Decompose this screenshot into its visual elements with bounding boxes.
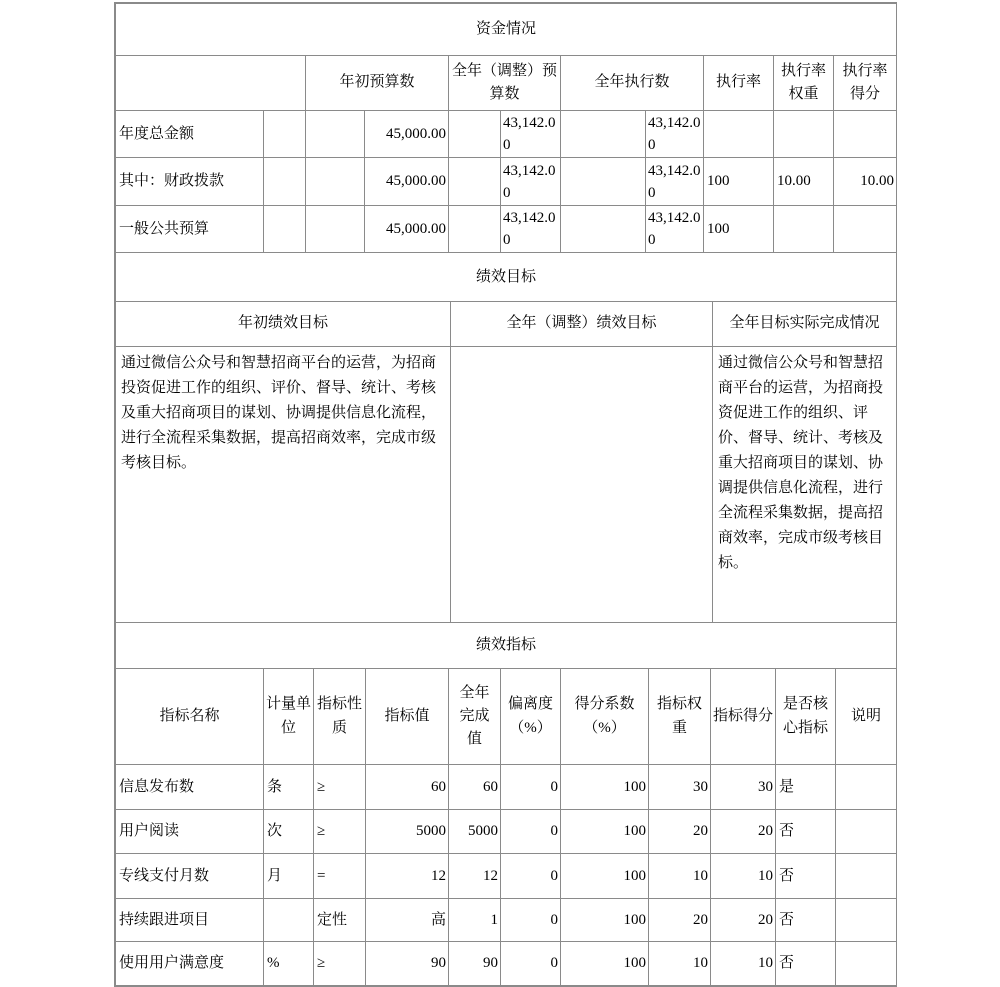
indicator-completed: 5000 bbox=[449, 810, 501, 854]
goals-section-title: 绩效目标 bbox=[116, 253, 897, 302]
empty-cell bbox=[264, 158, 306, 206]
empty-cell bbox=[449, 158, 501, 206]
indicator-row bbox=[116, 854, 897, 899]
indicator-unit: 次 bbox=[264, 810, 314, 854]
goals-header-initial: 年初绩效目标 bbox=[116, 302, 451, 347]
performance-report-sheet bbox=[114, 2, 897, 987]
indicator-completed: 60 bbox=[449, 765, 501, 810]
indicator-is-core: 否 bbox=[776, 810, 836, 854]
indicator-name: 使用用户满意度 bbox=[116, 942, 264, 986]
empty-cell bbox=[306, 158, 365, 206]
indicator-nature: ≥ bbox=[314, 942, 366, 986]
initial-budget-value: 45,000.00 bbox=[365, 206, 449, 253]
indicator-header-weight: 指标权重 bbox=[649, 669, 711, 765]
empty-cell bbox=[306, 206, 365, 253]
rate-value: 100 bbox=[704, 158, 774, 206]
funding-row-label: 年度总金额 bbox=[116, 111, 264, 158]
indicator-header-completed: 全年完成值 bbox=[449, 669, 501, 765]
indicator-row bbox=[116, 810, 897, 854]
indicator-row bbox=[116, 899, 897, 942]
indicator-name: 用户阅读 bbox=[116, 810, 264, 854]
goals-table bbox=[115, 252, 897, 623]
indicator-note bbox=[836, 942, 897, 986]
funding-table bbox=[115, 3, 897, 253]
funding-section-title: 资金情况 bbox=[116, 4, 897, 56]
indicator-weight: 20 bbox=[649, 810, 711, 854]
adjusted-budget-value: 43,142.00 bbox=[501, 206, 561, 253]
indicator-unit: 月 bbox=[264, 854, 314, 899]
indicator-header-score: 指标得分 bbox=[711, 669, 776, 765]
indicator-score-coef: 100 bbox=[561, 942, 649, 986]
funding-row-label: 其中：财政拨款 bbox=[116, 158, 264, 206]
indicator-deviation: 0 bbox=[501, 942, 561, 986]
indicator-header-deviation: 偏离度（%） bbox=[501, 669, 561, 765]
indicators-table bbox=[115, 622, 897, 986]
funding-header-initial-budget: 年初预算数 bbox=[306, 56, 449, 111]
funding-header-adjusted-budget: 全年（调整）预算数 bbox=[449, 56, 561, 111]
funding-header-rate-weight: 执行率权重 bbox=[774, 56, 834, 111]
executed-value: 43,142.00 bbox=[646, 111, 704, 158]
indicator-score-coef: 100 bbox=[561, 899, 649, 942]
indicator-unit bbox=[264, 899, 314, 942]
adjusted-goal-text bbox=[451, 347, 713, 623]
empty-cell bbox=[561, 111, 646, 158]
indicator-name: 专线支付月数 bbox=[116, 854, 264, 899]
indicator-header-nature: 指标性质 bbox=[314, 669, 366, 765]
actual-completion-text: 通过微信公众号和智慧招商平台的运营，为招商投资促进工作的组织、评价、督导、统计、考核及重大招商项目的谋划、协调提供信息化流程，进行全流程采集数据，提高招商效率，完成市级考核目标。 bbox=[713, 347, 897, 623]
rate-score-value: 10.00 bbox=[834, 158, 897, 206]
indicator-target: 高 bbox=[366, 899, 449, 942]
initial-budget-value: 45,000.00 bbox=[365, 111, 449, 158]
indicator-name: 持续跟进项目 bbox=[116, 899, 264, 942]
indicator-header-target: 指标值 bbox=[366, 669, 449, 765]
indicator-score-coef: 100 bbox=[561, 765, 649, 810]
indicator-header-unit: 计量单位 bbox=[264, 669, 314, 765]
rate-weight-value bbox=[774, 111, 834, 158]
indicator-deviation: 0 bbox=[501, 854, 561, 899]
empty-cell bbox=[449, 206, 501, 253]
indicator-deviation: 0 bbox=[501, 765, 561, 810]
indicator-completed: 90 bbox=[449, 942, 501, 986]
indicator-note bbox=[836, 810, 897, 854]
indicator-score-coef: 100 bbox=[561, 810, 649, 854]
funding-header-rate: 执行率 bbox=[704, 56, 774, 111]
indicator-note bbox=[836, 765, 897, 810]
indicator-target: 90 bbox=[366, 942, 449, 986]
rate-weight-value bbox=[774, 206, 834, 253]
empty-cell bbox=[264, 111, 306, 158]
indicator-header-is-core: 是否核心指标 bbox=[776, 669, 836, 765]
indicator-deviation: 0 bbox=[501, 810, 561, 854]
funding-header-executed: 全年执行数 bbox=[561, 56, 704, 111]
indicators-section-title: 绩效指标 bbox=[116, 623, 897, 669]
funding-header-blank bbox=[116, 56, 306, 111]
indicator-header-note: 说明 bbox=[836, 669, 897, 765]
indicator-completed: 1 bbox=[449, 899, 501, 942]
funding-row-total bbox=[116, 111, 897, 158]
indicator-name: 信息发布数 bbox=[116, 765, 264, 810]
indicator-note bbox=[836, 899, 897, 942]
rate-score-value bbox=[834, 111, 897, 158]
indicator-score: 30 bbox=[711, 765, 776, 810]
indicator-weight: 10 bbox=[649, 942, 711, 986]
indicator-nature: 定性 bbox=[314, 899, 366, 942]
executed-value: 43,142.00 bbox=[646, 158, 704, 206]
indicator-completed: 12 bbox=[449, 854, 501, 899]
goals-header-adjusted: 全年（调整）绩效目标 bbox=[451, 302, 713, 347]
empty-cell bbox=[449, 111, 501, 158]
indicator-nature: = bbox=[314, 854, 366, 899]
indicator-is-core: 否 bbox=[776, 899, 836, 942]
indicator-nature: ≥ bbox=[314, 765, 366, 810]
indicator-score: 20 bbox=[711, 810, 776, 854]
funding-header-rate-score: 执行率得分 bbox=[834, 56, 897, 111]
indicator-note bbox=[836, 854, 897, 899]
indicator-weight: 20 bbox=[649, 899, 711, 942]
indicator-score-coef: 100 bbox=[561, 854, 649, 899]
indicator-row bbox=[116, 765, 897, 810]
indicator-target: 12 bbox=[366, 854, 449, 899]
funding-row-label: 一般公共预算 bbox=[116, 206, 264, 253]
empty-cell bbox=[561, 158, 646, 206]
executed-value: 43,142.00 bbox=[646, 206, 704, 253]
indicator-target: 5000 bbox=[366, 810, 449, 854]
funding-row-public-budget bbox=[116, 206, 897, 253]
indicator-is-core: 否 bbox=[776, 942, 836, 986]
indicator-is-core: 否 bbox=[776, 854, 836, 899]
rate-weight-value: 10.00 bbox=[774, 158, 834, 206]
indicator-header-score-coef: 得分系数（%） bbox=[561, 669, 649, 765]
empty-cell bbox=[561, 206, 646, 253]
indicator-weight: 30 bbox=[649, 765, 711, 810]
indicator-unit: % bbox=[264, 942, 314, 986]
rate-value bbox=[704, 111, 774, 158]
indicator-is-core: 是 bbox=[776, 765, 836, 810]
rate-score-value bbox=[834, 206, 897, 253]
rate-value: 100 bbox=[704, 206, 774, 253]
indicator-score: 20 bbox=[711, 899, 776, 942]
indicator-row bbox=[116, 942, 897, 986]
empty-cell bbox=[306, 111, 365, 158]
initial-goal-text: 通过微信公众号和智慧招商平台的运营，为招商投资促进工作的组织、评价、督导、统计、考核及重大招商项目的谋划、协调提供信息化流程，进行全流程采集数据，提高招商效率，完成市级考核目标。 bbox=[116, 347, 451, 623]
adjusted-budget-value: 43,142.00 bbox=[501, 111, 561, 158]
indicator-unit: 条 bbox=[264, 765, 314, 810]
indicator-nature: ≥ bbox=[314, 810, 366, 854]
indicator-deviation: 0 bbox=[501, 899, 561, 942]
indicator-score: 10 bbox=[711, 854, 776, 899]
indicator-weight: 10 bbox=[649, 854, 711, 899]
funding-row-fiscal bbox=[116, 158, 897, 206]
empty-cell bbox=[264, 206, 306, 253]
goals-header-actual: 全年目标实际完成情况 bbox=[713, 302, 897, 347]
indicator-target: 60 bbox=[366, 765, 449, 810]
indicator-header-name: 指标名称 bbox=[116, 669, 264, 765]
initial-budget-value: 45,000.00 bbox=[365, 158, 449, 206]
indicator-score: 10 bbox=[711, 942, 776, 986]
adjusted-budget-value: 43,142.00 bbox=[501, 158, 561, 206]
